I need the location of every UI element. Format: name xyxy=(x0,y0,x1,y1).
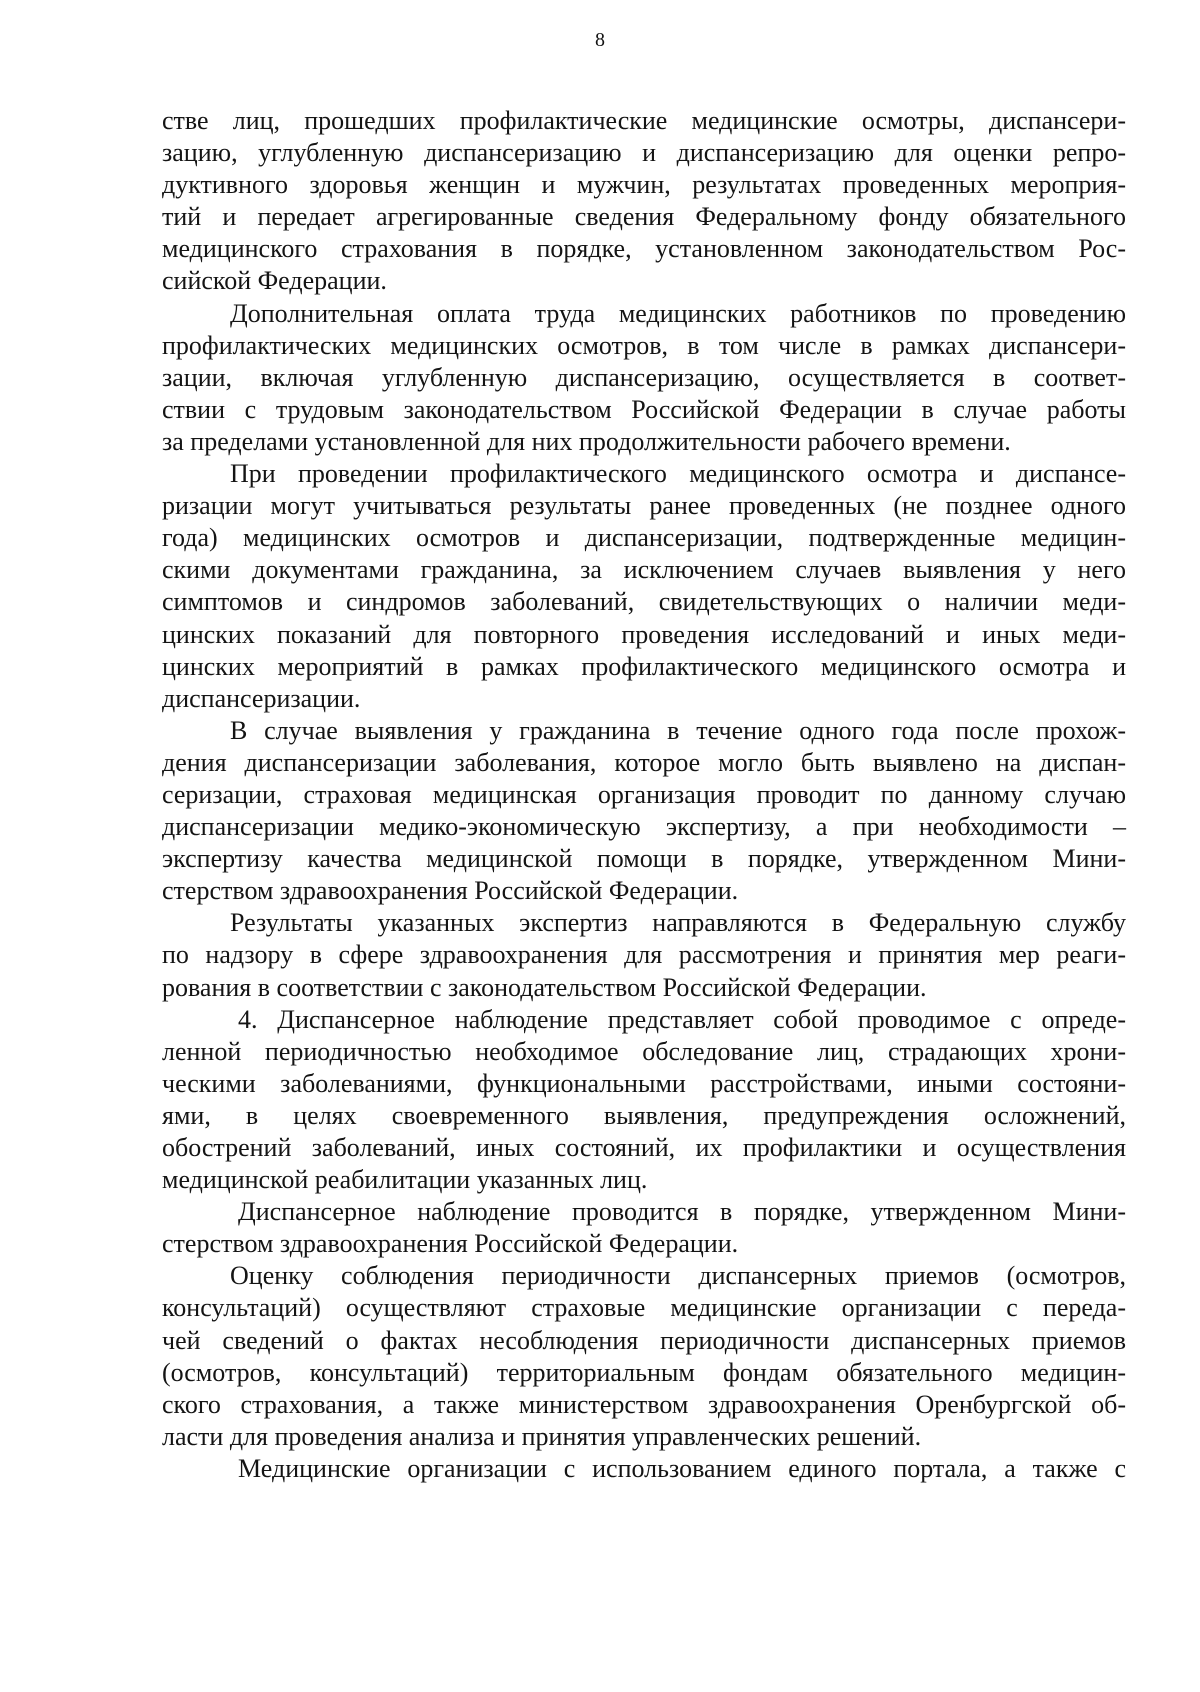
text-line: медицинской реабилитации указанных лиц. xyxy=(162,1165,648,1195)
text-line: ями, в целях своевременного выявления, предупреждения осложнений, xyxy=(162,1100,1126,1130)
text-line: сийской Федерации. xyxy=(162,266,387,296)
paragraph-additional-pay xyxy=(162,298,1126,458)
text-line: года) медицинских осмотров и диспансеризации, подтвержденные медицин- xyxy=(162,523,1126,553)
text-line: дения диспансеризации заболевания, которое могло быть выявлено на диспан- xyxy=(162,747,1126,777)
text-line: за пределами установленной для них продолжительности рабочего времени. xyxy=(162,426,1011,456)
text-line: цинских показаний для повторного проведения исследований и иных меди- xyxy=(162,619,1126,649)
text-line: диспансеризации медико-экономическую экспертизу, а при необходимости – xyxy=(162,812,1126,842)
text-line: дуктивного здоровья женщин и мужчин, результатах проведенных мероприя- xyxy=(162,170,1126,200)
text-line: серизации, страховая медицинская организация проводит по данному случаю xyxy=(162,779,1126,809)
text-line: В случае выявления у гражданина в течение одного года после прохож- xyxy=(230,715,1126,745)
text-line: рования в соответствии с законодательством Российской Федерации. xyxy=(162,972,927,1002)
text-line: зации, включая углубленную диспансеризацию, осуществляется в соответ- xyxy=(162,362,1126,392)
text-line: Дополнительная оплата труда медицинских работников по проведению xyxy=(230,298,1126,328)
text-line: чей сведений о фактах несоблюдения периодичности диспансерных приемов xyxy=(162,1325,1126,1355)
text-line: цинских мероприятий в рамках профилактического медицинского осмотра и xyxy=(162,651,1126,681)
text-line: ческими заболеваниями, функциональными расстройствами, иными состояни- xyxy=(162,1068,1126,1098)
text-line: При проведении профилактического медицинского осмотра и диспансе- xyxy=(230,459,1126,489)
document-body xyxy=(162,105,1126,1485)
paragraph-expertise-results xyxy=(162,907,1126,1003)
paragraph-prior-results xyxy=(162,458,1126,715)
text-line: ласти для проведения анализа и принятия управленческих решений. xyxy=(162,1421,922,1451)
text-line: стве лиц, прошедших профилактические медицинские осмотры, диспансери- xyxy=(162,106,1126,135)
text-line: Диспансерное наблюдение проводится в порядке, утвержденном Мини- xyxy=(238,1197,1126,1227)
text-line: 4. Диспансерное наблюдение представляет собой проводимое с опреде- xyxy=(238,1004,1126,1034)
text-line: профилактических медицинских осмотров, в том числе в рамках диспансери- xyxy=(162,330,1126,360)
text-line: (осмотров, консультаций) территориальным фондам обязательного медицин- xyxy=(162,1357,1126,1387)
paragraph-periodicity-assessment xyxy=(162,1260,1126,1453)
page-number: 8 xyxy=(595,29,605,51)
text-line: стерством здравоохранения Российской Федерации. xyxy=(162,876,739,906)
paragraph-disease-detection xyxy=(162,715,1126,908)
paragraph-observation-order xyxy=(162,1196,1126,1260)
paragraph-item-4 xyxy=(162,1004,1126,1197)
text-line: по надзору в сфере здравоохранения для рассмотрения и принятия мер реаги- xyxy=(162,940,1126,970)
text-line: Результаты указанных экспертиз направляются в Федеральную службу xyxy=(230,908,1126,938)
text-line: стерством здравоохранения Российской Федерации. xyxy=(162,1229,739,1259)
text-line: скими документами гражданина, за исключением случаев выявления у него xyxy=(162,555,1126,585)
text-line: медицинского страхования в порядке, установленном законодательством Рос- xyxy=(162,234,1126,264)
paragraph-continuation xyxy=(162,105,1126,298)
text-line: зацию, углубленную диспансеризацию и диспансеризацию для оценки репро- xyxy=(162,138,1126,168)
text-line: консультаций) осуществляют страховые медицинские организации с переда- xyxy=(162,1293,1126,1323)
text-line: экспертизу качества медицинской помощи в порядке, утвержденном Мини- xyxy=(162,844,1126,874)
text-line: ленной периодичностью необходимое обследование лиц, страдающих хрони- xyxy=(162,1036,1126,1066)
text-line: диспансеризации. xyxy=(162,683,361,713)
text-line: Медицинские организации с использованием единого портала, а также с xyxy=(238,1453,1126,1483)
paragraph-medical-organizations xyxy=(162,1453,1126,1485)
text-line: обострений заболеваний, иных состояний, их профилактики и осуществления xyxy=(162,1133,1126,1162)
text-line: тий и передает агрегированные сведения Федеральному фонду обязательного xyxy=(162,202,1126,232)
text-line: ского страхования, а также министерством здравоохранения Оренбургской об- xyxy=(162,1389,1126,1419)
text-line: Оценку соблюдения периодичности диспансерных приемов (осмотров, xyxy=(230,1261,1126,1291)
text-line: симптомов и синдромов заболеваний, свидетельствующих о наличии меди- xyxy=(162,587,1126,617)
text-line: ствии с трудовым законодательством Российской Федерации в случае работы xyxy=(162,394,1126,424)
text-line: ризации могут учитываться результаты ранее проведенных (не позднее одного xyxy=(162,491,1126,521)
